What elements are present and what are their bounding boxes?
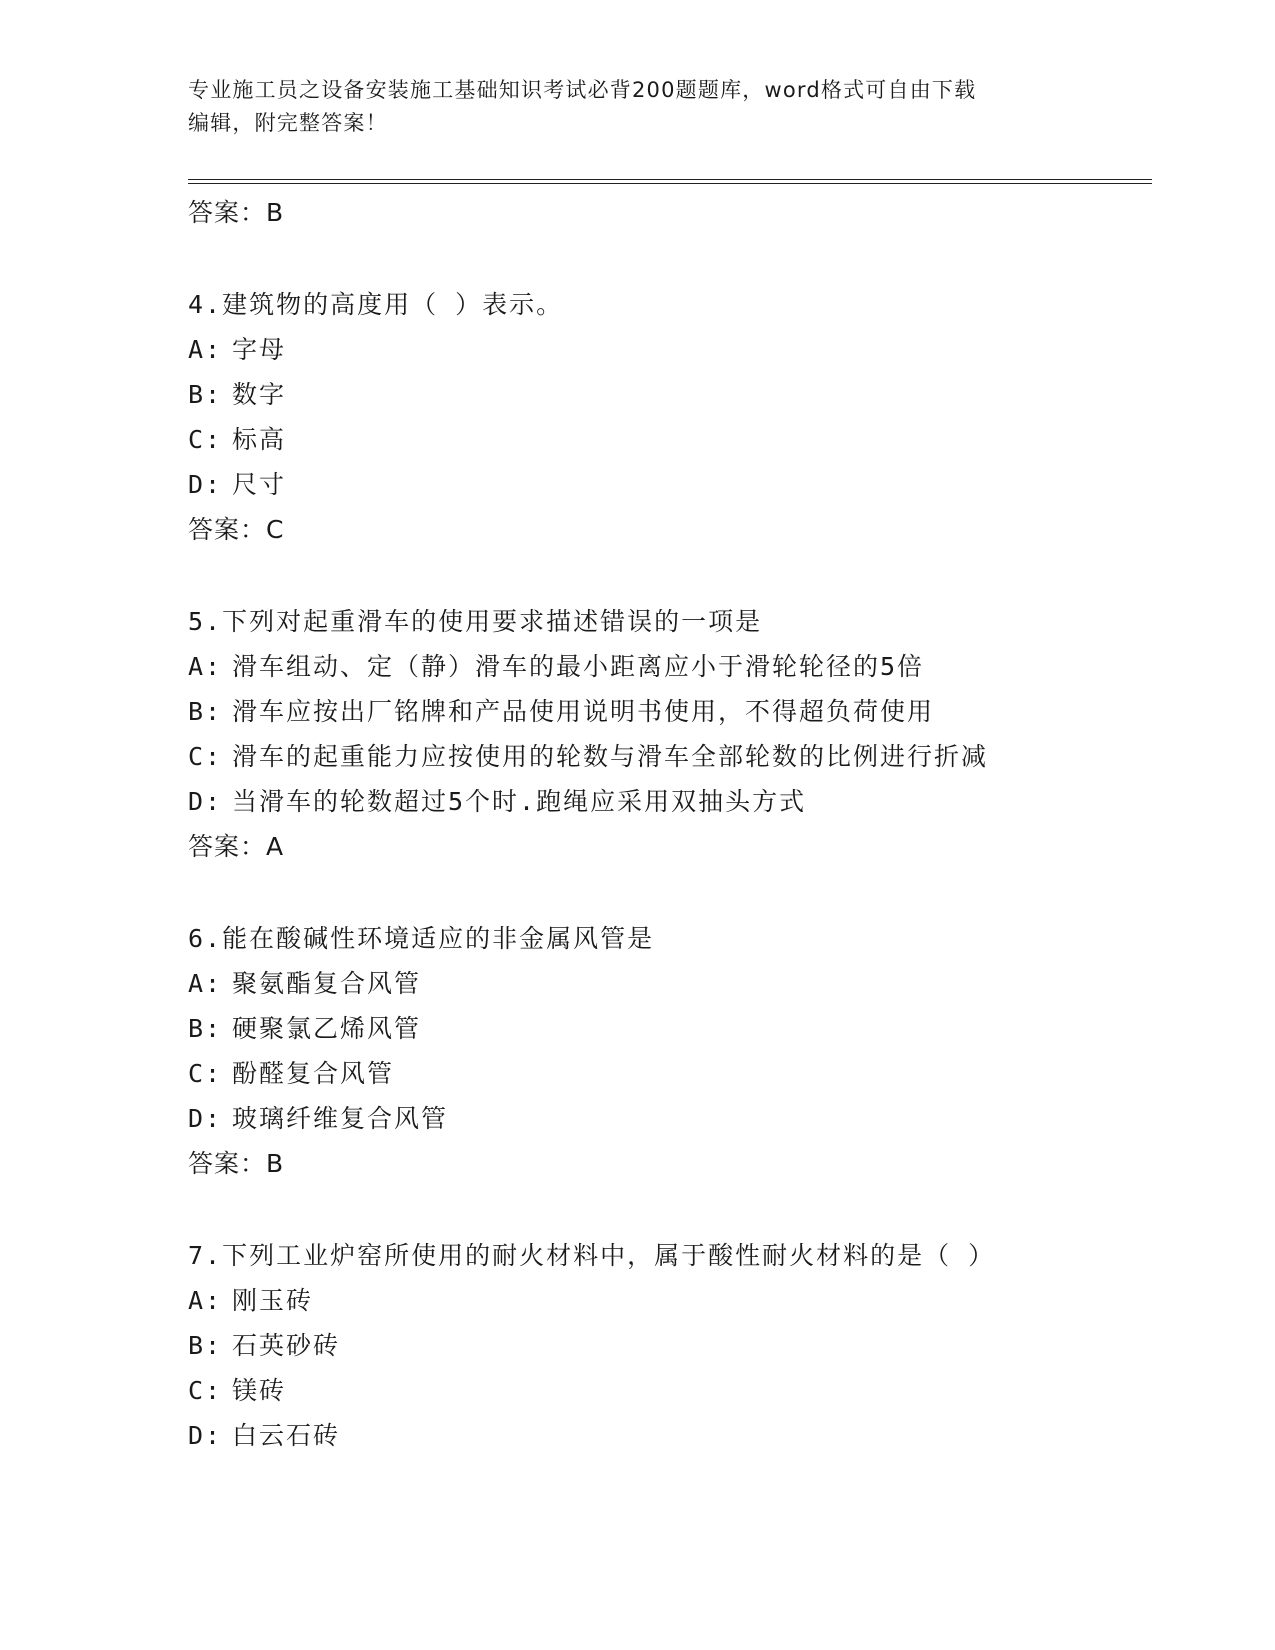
option-key: B: [188,1014,223,1043]
option-d [188,779,1148,824]
option-text: 聚氨酯复合风管 [232,969,422,998]
option-key: A: [188,1286,223,1315]
option-d [188,1096,1148,1141]
spacer [188,235,1148,282]
previous-answer: 答案：B [188,198,285,227]
option-key: D: [188,1421,223,1450]
option-key: B: [188,1331,223,1360]
question-block [188,916,1148,1186]
option-text: 玻璃纤维复合风管 [232,1104,449,1133]
answer-line: 答案：A [188,832,285,861]
answer-line: 答案：B [188,1149,285,1178]
option-text: 当滑车的轮数超过5个时.跑绳应采用双抽头方式 [232,787,807,816]
option-b [188,689,1148,734]
option-key: C: [188,742,223,771]
question-text: 4.建筑物的高度用（ ）表示。 [188,290,564,319]
option-c [188,734,1148,779]
option-a [188,327,1148,372]
option-text: 数字 [232,380,287,409]
option-a [188,644,1148,689]
option-b [188,1323,1148,1368]
option-key: A: [188,969,223,998]
option-text: 刚玉砖 [232,1286,314,1315]
question-block [188,1233,1148,1458]
header-title-line-1: 专业施工员之设备安装施工基础知识考试必背200题题库，word格式可自由下载 [188,78,977,102]
option-a [188,961,1148,1006]
option-text: 镁砖 [232,1376,287,1405]
document-header [188,74,1088,140]
question-text: 6.能在酸碱性环境适应的非金属风管是 [188,924,655,953]
option-key: B: [188,380,223,409]
option-key: C: [188,1059,223,1088]
option-key: D: [188,470,223,499]
option-c [188,417,1148,462]
spacer [188,869,1148,916]
option-a [188,1278,1148,1323]
option-text: 标高 [232,425,287,454]
option-key: D: [188,787,223,816]
option-key: A: [188,652,223,681]
option-key: A: [188,335,223,364]
option-c [188,1368,1148,1413]
spacer [188,552,1148,599]
option-d [188,1413,1148,1458]
option-b [188,1006,1148,1051]
option-c [188,1051,1148,1096]
question-block [188,282,1148,552]
option-text: 酚醛复合风管 [232,1059,395,1088]
option-text: 白云石砖 [232,1421,341,1450]
option-key: D: [188,1104,223,1133]
option-d [188,462,1148,507]
option-text: 尺寸 [232,470,287,499]
header-divider-top [188,179,1152,180]
option-b [188,372,1148,417]
question-text: 5.下列对起重滑车的使用要求描述错误的一项是 [188,607,763,636]
header-title-line-2: 编辑，附完整答案！ [188,111,388,135]
option-key: B: [188,697,223,726]
question-text: 7.下列工业炉窑所使用的耐火材料中，属于酸性耐火材料的是（ ） [188,1241,996,1270]
option-key: C: [188,425,223,454]
option-key: C: [188,1376,223,1405]
option-text: 滑车组动、定（静）滑车的最小距离应小于滑轮轮径的5倍 [232,652,925,681]
spacer [188,1186,1148,1233]
question-block [188,599,1148,869]
option-text: 滑车应按出厂铭牌和产品使用说明书使用，不得超负荷使用 [232,697,935,726]
question-list [188,190,1148,1458]
option-text: 硬聚氯乙烯风管 [232,1014,422,1043]
header-divider-bottom [188,183,1152,184]
option-text: 石英砂砖 [232,1331,341,1360]
answer-line: 答案：C [188,515,285,544]
option-text: 字母 [232,335,287,364]
option-text: 滑车的起重能力应按使用的轮数与滑车全部轮数的比例进行折减 [232,742,989,771]
